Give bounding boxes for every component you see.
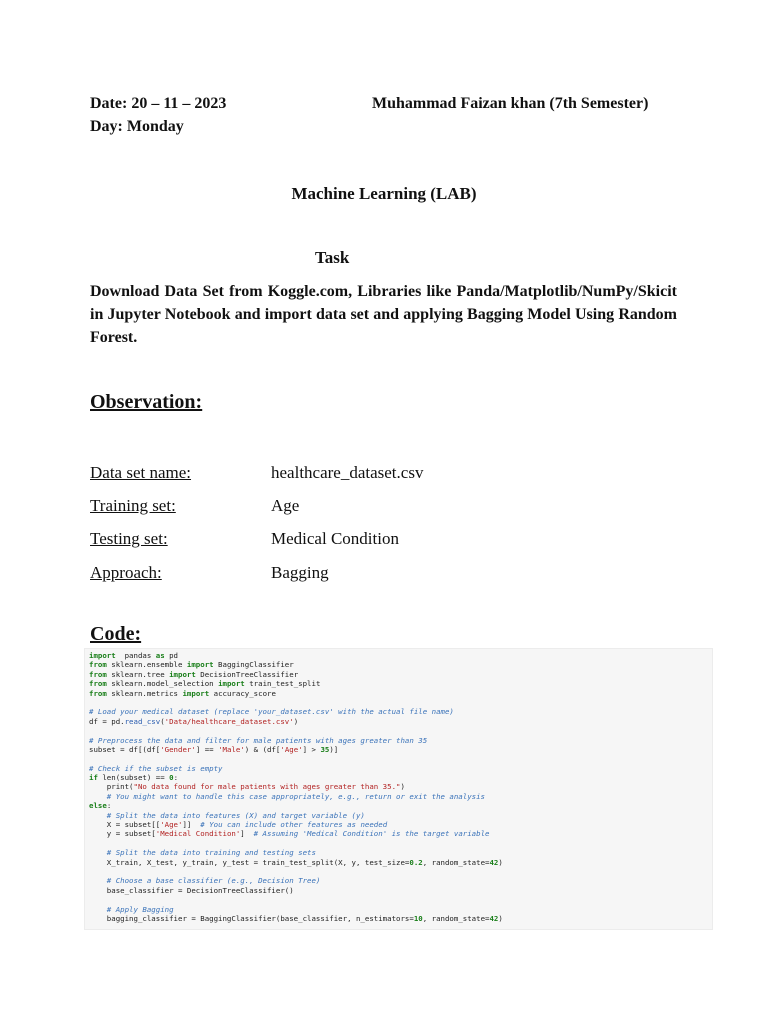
code-token: # You might want to handle this case appropriately, e.g., return or exit the analysis: [89, 791, 486, 801]
dataset-name-value: healthcare_dataset.csv: [271, 463, 424, 482]
code-line: [89, 754, 712, 763]
code-token: 0: [169, 773, 174, 783]
code-line: [89, 886, 712, 895]
code-token: # Assuming 'Medical Condition' is the target variable: [253, 829, 490, 839]
code-token: 'Gender': [160, 744, 196, 754]
code-token: DecisionTreeClassifier: [195, 669, 299, 679]
code-token: else: [89, 801, 107, 811]
code-token: from: [89, 688, 107, 698]
code-token: import: [186, 660, 214, 670]
code-line: [89, 660, 712, 669]
code-token: read_csv: [124, 716, 161, 726]
code-token: import: [218, 679, 245, 689]
code-token: from: [89, 669, 107, 679]
code-token: accuracy_score: [209, 688, 276, 698]
code-token: ) & (df[: [244, 744, 281, 754]
code-token: # You can include other features as needed: [200, 820, 388, 830]
code-token: ): [498, 857, 503, 867]
code-token: 'Data/healthcare_dataset.csv': [164, 716, 294, 726]
code-token: ] ==: [195, 744, 219, 754]
code-token: # Split the data into training and testing sets: [89, 848, 316, 858]
code-token: sklearn.tree: [106, 669, 170, 679]
code-token: X = subset[[: [89, 820, 161, 830]
code-line: [89, 811, 712, 820]
code-token: # Choose a base classifier (e.g., Decision Tree): [89, 876, 321, 886]
code-token: pandas: [115, 651, 156, 660]
code-block: [84, 648, 713, 930]
task-title: Task: [315, 248, 350, 267]
code-heading: Code:: [90, 623, 142, 645]
code-token: 0.2: [409, 857, 423, 867]
code-token: train_test_split: [244, 679, 321, 689]
code-token: 10: [413, 913, 423, 923]
code-line: [89, 651, 712, 660]
code-line: [89, 829, 712, 838]
code-token: import: [89, 651, 116, 660]
code-token: , random_state=: [422, 913, 490, 923]
code-token: 42: [489, 857, 499, 867]
code-line: [89, 839, 712, 848]
code-line: [89, 848, 712, 857]
code-line: [89, 764, 712, 773]
date-text: Date: 20 – 11 – 2023: [90, 95, 227, 112]
code-token: 'Male': [218, 744, 245, 754]
code-token: :: [106, 801, 112, 811]
code-token: (: [160, 716, 165, 726]
code-token: subset = df[(df[: [89, 744, 161, 754]
code-token: 42: [489, 913, 499, 923]
testing-set-value: Medical Condition: [271, 529, 399, 548]
code-token: 'Medical Condition': [155, 829, 241, 839]
author-text: Muhammad Faizan khan (7th Semester): [372, 95, 649, 112]
code-token: if: [89, 773, 98, 783]
code-line: [89, 726, 712, 735]
approach-label: Approach:: [90, 563, 162, 582]
code-token: # Split the data into features (X) and target variable (y): [89, 810, 365, 820]
code-token: 35: [320, 744, 330, 754]
code-line: [89, 707, 712, 716]
code-token: y = subset[: [89, 829, 156, 839]
dataset-name-label: Data set name:: [90, 463, 192, 482]
approach-value: Bagging: [271, 563, 329, 582]
training-set-label: Training set:: [90, 496, 176, 515]
code-token: ] >: [302, 744, 321, 754]
code-token: as: [155, 651, 165, 660]
task-description: Download Data Set from Koggle.com, Libraries like Panda/Matplotlib/NumPy/Skicit in Jupyter Notebook and import data set and applying Bagging Model Using Random Forest.: [90, 283, 677, 346]
code-line: [89, 867, 712, 876]
code-token: # Check if the subset is empty: [89, 763, 223, 773]
code-token: print(: [89, 782, 134, 792]
code-token: BaggingClassifier: [213, 660, 294, 670]
code-token: 'Age': [280, 744, 303, 754]
code-token: sklearn.ensemble: [106, 660, 187, 670]
code-token: from: [89, 660, 107, 670]
code-line: [89, 905, 712, 914]
code-line: [89, 782, 712, 791]
code-token: # Apply Bagging: [89, 904, 174, 914]
code-line: [89, 717, 712, 726]
code-token: ): [498, 913, 503, 923]
code-line: [89, 792, 712, 801]
code-token: ]: [240, 829, 254, 839]
code-token: )]: [329, 744, 339, 754]
code-token: pd: [164, 651, 179, 660]
code-token: 'Age': [160, 820, 183, 830]
code-token: len(subset) ==: [97, 773, 170, 783]
code-token: # Preprocess the data and filter for male patients with ages greater than 35: [89, 735, 428, 745]
code-token: ): [400, 782, 405, 792]
code-line: [89, 698, 712, 707]
code-token: bagging_classifier = BaggingClassifier(base_classifier, n_estimators=: [89, 913, 414, 923]
testing-set-label: Testing set:: [90, 529, 168, 548]
code-token: sklearn.metrics: [106, 688, 183, 698]
code-token: # Load your medical dataset (replace 'your_dataset.csv' with the actual file name): [89, 707, 454, 717]
code-token: df = pd.: [89, 716, 125, 726]
code-token: base_classifier = DecisionTreeClassifier(): [89, 885, 294, 895]
code-token: ): [293, 716, 299, 726]
code-line: [89, 895, 712, 904]
code-line: [89, 745, 712, 754]
code-line: [89, 914, 712, 923]
code-token: import: [182, 688, 210, 698]
code-token: "No data found for male patients with ages greater than 35.": [133, 782, 401, 792]
code-line: [89, 773, 712, 782]
observation-heading: Observation:: [90, 391, 203, 413]
code-token: sklearn.model_selection: [106, 679, 219, 689]
code-line: [89, 689, 712, 698]
code-line: [89, 876, 712, 885]
code-token: :: [173, 773, 179, 783]
code-line: [89, 820, 712, 829]
course-title: Machine Learning (LAB): [291, 184, 477, 203]
code-token: , random_state=: [422, 857, 490, 867]
code-token: ]]: [182, 820, 201, 830]
code-line: [89, 670, 712, 679]
code-line: [89, 801, 712, 810]
code-token: from: [89, 679, 107, 689]
code-line: [89, 679, 712, 688]
code-line: [89, 858, 712, 867]
day-text: Day: Monday: [90, 118, 184, 135]
code-line: [89, 736, 712, 745]
training-set-value: Age: [271, 496, 300, 515]
code-token: X_train, X_test, y_train, y_test = train_test_split(X, y, test_size=: [89, 857, 410, 867]
code-token: import: [169, 669, 196, 679]
